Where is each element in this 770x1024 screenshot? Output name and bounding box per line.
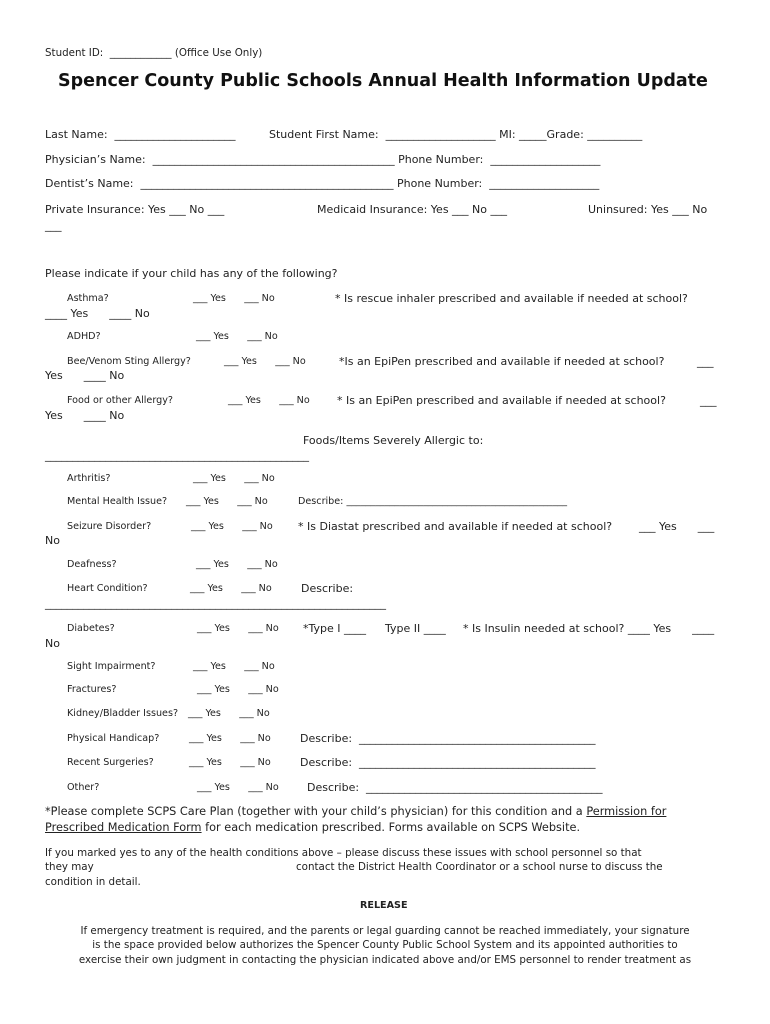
seizure-yes-no: ___ Yes ___ No xyxy=(191,521,273,532)
foods-items-label: Foods/Items Severely Allergic to: xyxy=(303,434,484,447)
discuss-line1: If you marked yes to any of the health conditions above – please discuss these issues with school personnel so that xyxy=(45,847,642,859)
food-allergy-label: Food or other Allergy? xyxy=(67,395,173,406)
release-line1: If emergency treatment is required, and the parents or legal guarding cannot be reached immediately, your signature xyxy=(80,925,690,937)
bee-allergy-tail: ___ xyxy=(697,355,714,368)
bee-allergy-yes-no: ___ Yes ___ No xyxy=(224,356,306,367)
last-name-field: Last Name: ______________________ xyxy=(45,128,236,141)
kidney-yes-no: ___ Yes ___ No xyxy=(188,708,270,719)
diabetes-label: Diabetes? xyxy=(67,623,115,634)
adhd-label: ADHD? xyxy=(67,331,101,342)
discuss-line2b: contact the District Health Coordinator or a school nurse to discuss the xyxy=(296,861,663,873)
diabetes-question: * Is Insulin needed at school? ____ Yes ____ xyxy=(463,622,715,635)
physician-field: Physician’s Name: ____________________________________________ Phone Number: ____________________ xyxy=(45,153,601,166)
seizure-wrap: No xyxy=(45,534,60,547)
first-name-field: Student First Name: ____________________ MI: _____Grade: __________ xyxy=(269,128,643,141)
seizure-tail: ___ Yes ___ xyxy=(639,520,715,533)
foods-items-line: ________________________________________________ xyxy=(45,449,309,462)
asthma-question: * Is rescue inhaler prescribed and available if needed at school? xyxy=(335,292,688,305)
deafness-label: Deafness? xyxy=(67,559,117,570)
seizure-question: * Is Diastat prescribed and available if needed at school? xyxy=(298,520,613,533)
dentist-field: Dentist’s Name: ______________________________________________ Phone Number: ____________________ xyxy=(45,177,600,190)
release-line3: exercise their own judgment in contacting the physician indicated above and/or EMS personnel to render treatment as xyxy=(78,954,692,966)
food-allergy-tail: ___ xyxy=(700,394,717,407)
asthma-wrap: ____ Yes ____ No xyxy=(45,307,150,320)
diabetes-type-2: Type II ____ xyxy=(385,622,446,635)
permission-form-link[interactable]: Permission for xyxy=(586,805,667,818)
mental-health-describe: Describe: ______________________________________________ xyxy=(298,496,568,507)
heart-label: Heart Condition? xyxy=(67,583,148,594)
mental-health-label: Mental Health Issue? xyxy=(67,496,168,507)
food-allergy-wrap: Yes ____ No xyxy=(45,409,125,422)
careplan-note-line1 xyxy=(45,806,666,817)
careplan-text: *Please complete SCPS Care Plan (together with your child’s physician) for this condition and a xyxy=(45,805,587,818)
other-yes-no: ___ Yes ___ No xyxy=(197,782,279,793)
other-label: Other? xyxy=(67,782,100,793)
release-heading: RELEASE xyxy=(360,900,408,911)
mental-health-yes-no: ___ Yes ___ No xyxy=(186,496,268,507)
other-describe: Describe: ___________________________________________ xyxy=(307,781,603,794)
heart-describe-line: ______________________________________________________________ xyxy=(45,597,386,610)
heart-describe: Describe: xyxy=(301,582,354,595)
kidney-label: Kidney/Bladder Issues? xyxy=(67,708,179,719)
seizure-label: Seizure Disorder? xyxy=(67,521,152,532)
surgeries-label: Recent Surgeries? xyxy=(67,757,154,768)
student-id-field: Student ID: ____________ (Office Use Only) xyxy=(45,47,263,59)
sight-yes-no: ___ Yes ___ No xyxy=(193,661,275,672)
adhd-yes-no: ___ Yes ___ No xyxy=(196,331,278,342)
conditions-intro: Please indicate if your child has any of the following? xyxy=(45,267,338,280)
food-allergy-question: * Is an EpiPen prescribed and available if needed at school? xyxy=(337,394,666,407)
physical-handicap-label: Physical Handicap? xyxy=(67,733,160,744)
arthritis-yes-no: ___ Yes ___ No xyxy=(193,473,275,484)
physical-handicap-describe: Describe: ___________________________________________ xyxy=(300,732,596,745)
medicaid-field: Medicaid Insurance: Yes ___ No ___ xyxy=(317,203,507,216)
physical-handicap-yes-no: ___ Yes ___ No xyxy=(189,733,271,744)
discuss-line2a: they may xyxy=(45,861,94,873)
private-insurance-field: Private Insurance: Yes ___ No ___ xyxy=(45,203,225,216)
release-line2: is the space provided below authorizes the Spencer County Public School System and its appointed authorities to xyxy=(92,939,678,951)
food-allergy-yes-no: ___ Yes ___ No xyxy=(228,395,310,406)
careplan-note-line2 xyxy=(45,822,580,833)
heart-yes-no: ___ Yes ___ No xyxy=(190,583,272,594)
diabetes-yes-no: ___ Yes ___ No xyxy=(197,623,279,634)
discuss-line3: condition in detail. xyxy=(45,876,141,888)
medication-form-link[interactable]: Prescribed Medication Form xyxy=(45,821,202,834)
arthritis-label: Arthritis? xyxy=(67,473,111,484)
page-title: Spencer County Public Schools Annual Health Information Update xyxy=(58,71,708,91)
uninsured-field: Uninsured: Yes ___ No xyxy=(588,203,708,216)
sight-label: Sight Impairment? xyxy=(67,661,156,672)
diabetes-type-1: *Type I ____ xyxy=(303,622,367,635)
bee-allergy-label: Bee/Venom Sting Allergy? xyxy=(67,356,191,367)
diabetes-wrap: No xyxy=(45,637,60,650)
bee-allergy-wrap: Yes ____ No xyxy=(45,369,125,382)
asthma-yes-no: ___ Yes ___ No xyxy=(193,293,275,304)
asthma-label: Asthma? xyxy=(67,293,109,304)
bee-allergy-question: *Is an EpiPen prescribed and available if needed at school? xyxy=(339,355,665,368)
surgeries-yes-no: ___ Yes ___ No xyxy=(189,757,271,768)
surgeries-describe: Describe: ___________________________________________ xyxy=(300,756,596,769)
fractures-label: Fractures? xyxy=(67,684,117,695)
fractures-yes-no: ___ Yes ___ No xyxy=(197,684,279,695)
careplan-text-2: for each medication prescribed. Forms available on SCPS Website. xyxy=(201,821,581,834)
deafness-yes-no: ___ Yes ___ No xyxy=(196,559,278,570)
uninsured-wrap: ___ xyxy=(45,219,62,232)
